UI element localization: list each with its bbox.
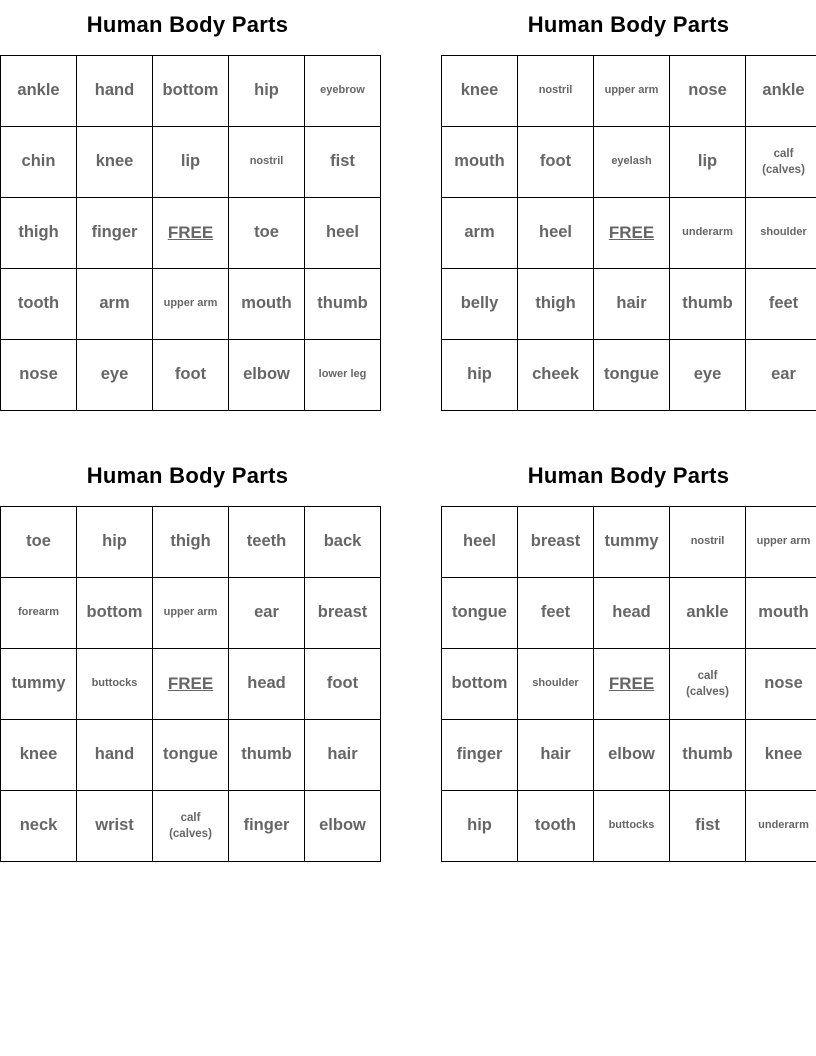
bingo-cell: upper arm	[153, 269, 229, 340]
bingo-cell: hip	[229, 56, 305, 127]
grid-row	[442, 720, 816, 791]
bingo-cell: eye	[670, 340, 746, 411]
bingo-cell: tooth	[518, 791, 594, 862]
bingo-cell: tummy	[1, 649, 77, 720]
bingo-grid	[0, 506, 381, 862]
bingo-cell: tongue	[594, 340, 670, 411]
bingo-cell: mouth	[746, 578, 816, 649]
bingo-cell: bottom	[77, 578, 153, 649]
grid-row	[442, 198, 816, 269]
bingo-cell: calf (calves)	[670, 649, 746, 720]
grid-row	[1, 791, 381, 862]
bingo-grid	[441, 55, 816, 411]
bingo-cell: toe	[1, 507, 77, 578]
bingo-cell: knee	[1, 720, 77, 791]
grid-row	[442, 649, 816, 720]
grid-row	[1, 649, 381, 720]
bingo-cell: hair	[305, 720, 381, 791]
bingo-cell: shoulder	[746, 198, 816, 269]
grid-row	[1, 269, 381, 340]
bingo-cell: calf (calves)	[746, 127, 816, 198]
bingo-cell: calf (calves)	[153, 791, 229, 862]
bingo-cell: nose	[670, 56, 746, 127]
bingo-cell: finger	[229, 791, 305, 862]
bingo-cell: nose	[746, 649, 816, 720]
bingo-cell: hair	[594, 269, 670, 340]
bingo-cell: hand	[77, 720, 153, 791]
bingo-cell: shoulder	[518, 649, 594, 720]
bingo-cell: eyelash	[594, 127, 670, 198]
bingo-cell: neck	[1, 791, 77, 862]
bingo-cell: mouth	[442, 127, 518, 198]
bingo-cell: upper arm	[594, 56, 670, 127]
bingo-cell: elbow	[594, 720, 670, 791]
bingo-cell: finger	[442, 720, 518, 791]
bingo-cell: head	[594, 578, 670, 649]
bingo-cell: buttocks	[594, 791, 670, 862]
grid-row	[442, 56, 816, 127]
bingo-grid	[441, 506, 816, 862]
bingo-cell: nose	[1, 340, 77, 411]
card-title: Human Body Parts	[527, 463, 730, 488]
bingo-cell: buttocks	[77, 649, 153, 720]
bingo-cell: foot	[305, 649, 381, 720]
bingo-cell: chin	[1, 127, 77, 198]
bingo-cell: head	[229, 649, 305, 720]
bingo-cell: underarm	[670, 198, 746, 269]
bingo-cell: feet	[518, 578, 594, 649]
bingo-cell: forearm	[1, 578, 77, 649]
bingo-cell: wrist	[77, 791, 153, 862]
bingo-cell: lip	[670, 127, 746, 198]
bingo-cell: tooth	[1, 269, 77, 340]
bingo-cell: tummy	[594, 507, 670, 578]
card-title: Human Body Parts	[527, 12, 730, 37]
bingo-cell: breast	[518, 507, 594, 578]
grid-row	[1, 127, 381, 198]
grid-row	[442, 269, 816, 340]
bingo-cell: underarm	[746, 791, 816, 862]
grid-row	[1, 56, 381, 127]
free-space-cell: FREE	[594, 198, 670, 269]
bingo-cell: hip	[442, 791, 518, 862]
bingo-cell: upper arm	[153, 578, 229, 649]
grid-row	[442, 791, 816, 862]
bingo-cell: heel	[518, 198, 594, 269]
grid-row	[1, 720, 381, 791]
bingo-cell: cheek	[518, 340, 594, 411]
bingo-cell: fist	[305, 127, 381, 198]
bingo-cell: ear	[229, 578, 305, 649]
card-title: Human Body Parts	[86, 463, 289, 488]
grid-row	[1, 507, 381, 578]
bingo-cell: ankle	[670, 578, 746, 649]
bingo-cell: heel	[442, 507, 518, 578]
bingo-cell: tongue	[153, 720, 229, 791]
bingo-grid	[0, 55, 381, 411]
bingo-cell: knee	[746, 720, 816, 791]
bingo-cell: teeth	[229, 507, 305, 578]
bingo-cell: upper arm	[746, 507, 816, 578]
card-title: Human Body Parts	[86, 12, 289, 37]
bingo-cell: nostril	[670, 507, 746, 578]
bingo-cell: finger	[77, 198, 153, 269]
grid-row	[442, 578, 816, 649]
bingo-cell: elbow	[305, 791, 381, 862]
bingo-cell: arm	[442, 198, 518, 269]
bingo-cell: ear	[746, 340, 816, 411]
bingo-cell: breast	[305, 578, 381, 649]
bingo-cell: knee	[77, 127, 153, 198]
grid-row	[1, 198, 381, 269]
bingo-cell: hand	[77, 56, 153, 127]
bingo-cell: thumb	[305, 269, 381, 340]
bingo-cell: foot	[518, 127, 594, 198]
bingo-cell: hair	[518, 720, 594, 791]
grid-row	[442, 127, 816, 198]
bingo-cell: ankle	[746, 56, 816, 127]
grid-row	[442, 340, 816, 411]
free-space-cell: FREE	[153, 198, 229, 269]
bingo-cell: thumb	[670, 720, 746, 791]
bingo-cell: ankle	[1, 56, 77, 127]
bingo-cell: thumb	[229, 720, 305, 791]
free-space-cell: FREE	[153, 649, 229, 720]
grid-row	[1, 340, 381, 411]
bingo-cell: mouth	[229, 269, 305, 340]
bingo-cell: bottom	[153, 56, 229, 127]
bingo-cell: thigh	[1, 198, 77, 269]
bingo-cell: nostril	[229, 127, 305, 198]
bingo-cell: tongue	[442, 578, 518, 649]
bingo-cell: fist	[670, 791, 746, 862]
bingo-cell: elbow	[229, 340, 305, 411]
bingo-cell: nostril	[518, 56, 594, 127]
bingo-cell: bottom	[442, 649, 518, 720]
bingo-cell: knee	[442, 56, 518, 127]
bingo-cell: back	[305, 507, 381, 578]
grid-row	[442, 507, 816, 578]
bingo-cell: hip	[442, 340, 518, 411]
free-space-cell: FREE	[594, 649, 670, 720]
bingo-cell: thumb	[670, 269, 746, 340]
bingo-cell: foot	[153, 340, 229, 411]
bingo-cell: thigh	[153, 507, 229, 578]
bingo-cell: belly	[442, 269, 518, 340]
bingo-cell: thigh	[518, 269, 594, 340]
bingo-cell: feet	[746, 269, 816, 340]
bingo-cell: toe	[229, 198, 305, 269]
bingo-cell: lip	[153, 127, 229, 198]
bingo-cell: arm	[77, 269, 153, 340]
bingo-cell: eye	[77, 340, 153, 411]
grid-row	[1, 578, 381, 649]
bingo-cell: hip	[77, 507, 153, 578]
bingo-cell: lower leg	[305, 340, 381, 411]
bingo-cell: eyebrow	[305, 56, 381, 127]
bingo-cell: heel	[305, 198, 381, 269]
